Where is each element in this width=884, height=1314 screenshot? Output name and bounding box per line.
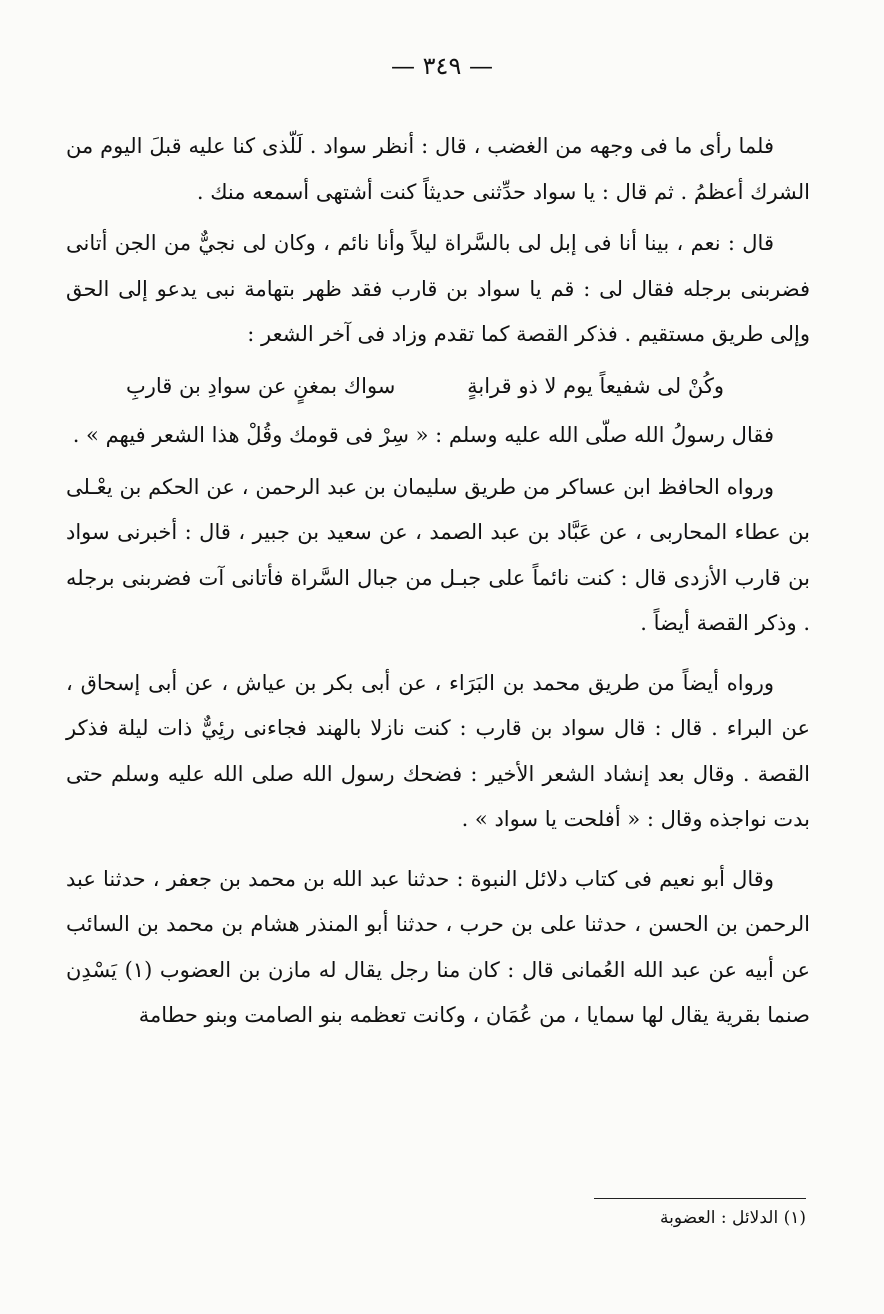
verse-second-hemistich: سواك بمغنٍ عن سوادِ بن قاربِ [126,373,396,398]
paragraph-5: ورواه أيضاً من طريق محمد بن البَرَاء ، عن أبى بكر بن عياش ، عن أبى إسحاق ، عن البراء . قال : قال سواد بن قارب : كنت نازلا بالهند فجاءنى رئِيٌّ ذات ليلة فذكر القصة . وقال بعد إنشاد الشعر الأخير : فضحك رسول الله صلى الله عليه وسلم حتى بدت نواجذه وقال : « أفلحت يا سواد » . [66,670,810,831]
verse-first-hemistich: وكُنْ لى شفيعاً يوم لا ذو قرابةٍ [467,373,724,398]
page-number: — ٣٤٩ — [391,52,493,80]
paragraph-3: فقال رسولُ الله صلّى الله عليه وسلم : « سِرْ فى قومك وقُلْ هذا الشعر فيهم » . [72,423,774,447]
paragraph-1: فلما رأى ما فى وجهه من الغضب ، قال : أنظر سواد . لَلّذى كنا عليه قبلَ اليوم من الشرك أعظمُ . ثم قال : يا سواد حدِّثنى حديثاً كنت أشتهى أسمعه منك . [66,134,810,204]
footnote: (١) الدلائل : العضوبة [660,1208,806,1228]
paragraph-4: ورواه الحافظ ابن عساكر من طريق سليمان بن عبد الرحمن ، عن الحكم بن يعْـلى بن عطاء المحاربى ، عن عَبَّاد بن عبد الصمد ، عن سعيد بن جبير ، قال : أخبرنى سواد بن قارب الأزدى قال : كنت نائماً على جبـل من جبال السَّراة فأتانى آت فضربنى برجله . وذكر القصة أيضاً . [66,474,810,635]
paragraph-6: وقال أبو نعيم فى كتاب دلائل النبوة : حدثنا عبد الله بن محمد بن جعفر ، حدثنا عبد الرحمن بن الحسن ، حدثنا على بن حرب ، حدثنا أبو المنذر هشام بن محمد بن السائب عن أبيه عن عبد الله العُمانى قال : كان منا رجل يقال له مازن بن العضوب (١) يَسْدِن صنما بقرية يقال لها سمايا ، من عُمَان ، وكانت تعظمه بنو الصامت وبنو حطامة [66,866,810,1027]
poetry-verse [66,364,810,410]
footnote-divider [594,1198,806,1199]
paragraph-2: قال : نعم ، بينا أنا فى إبل لى بالسَّراة ليلاً وأنا نائم ، وكان لى نجيٌّ من الجن أتانى فضربنى برجله فقال لى : قم يا سواد بن قارب فقد ظهر بتهامة نبى يدعو إلى الحق وإلى طريق مستقيم . فذكر القصة كما تقدم وزاد فى آخر الشعر : [66,231,810,346]
main-text [66,124,810,1053]
